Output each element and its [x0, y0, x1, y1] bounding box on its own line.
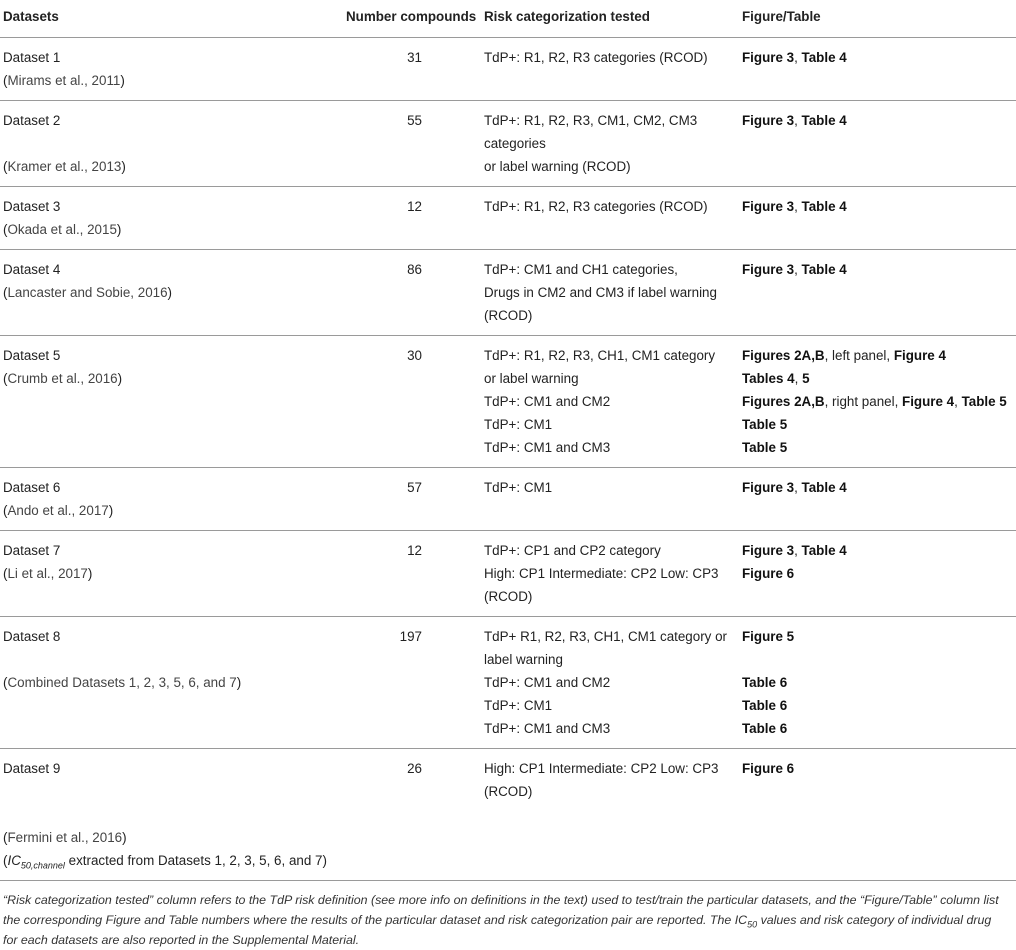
compound-count: 31 [407, 49, 422, 65]
cell-number-compounds [346, 335, 484, 467]
dataset-reference: (Lancaster and Sobie, 2016) [3, 284, 173, 300]
cell-number-compounds [346, 249, 484, 335]
figure-table-link[interactable]: Figure 4 [893, 347, 946, 363]
figure-table-line [742, 390, 1016, 413]
figure-table-link[interactable]: Table 4 [801, 198, 847, 214]
cell-risk-categorization [484, 249, 742, 335]
figure-table-line [742, 413, 1016, 436]
dataset-reference: (Kramer et al., 2013) [3, 158, 126, 174]
figure-table-line [742, 258, 1016, 281]
cell-dataset [0, 335, 346, 467]
compound-count: 55 [407, 112, 422, 128]
figure-table-link[interactable]: Figures 2A,B [742, 393, 825, 409]
cell-number-compounds [346, 530, 484, 616]
figure-table-link[interactable]: Figure 4 [902, 393, 955, 409]
figure-table-text: , [794, 198, 802, 214]
compound-count: 197 [399, 628, 422, 644]
figure-table-link[interactable]: Figure 3 [742, 479, 795, 495]
cell-dataset [0, 186, 346, 249]
risk-line: Drugs in CM2 and CM3 if label warning [484, 284, 717, 300]
figure-table-link[interactable]: Figure 3 [742, 49, 795, 65]
cell-risk-categorization [484, 467, 742, 530]
figure-table-text: , [794, 112, 802, 128]
cell-dataset [0, 748, 346, 880]
cell-risk-categorization [484, 530, 742, 616]
dataset-reference: (Okada et al., 2015) [3, 221, 122, 237]
cell-dataset [0, 530, 346, 616]
cell-figure-table [742, 100, 1016, 186]
figure-table-line [742, 476, 1016, 499]
compound-count: 12 [407, 542, 422, 558]
cell-number-compounds [346, 37, 484, 100]
table-row [0, 186, 1016, 249]
figure-table-link[interactable]: Figure 3 [742, 112, 795, 128]
dataset-name: Dataset 5 [3, 347, 61, 363]
compound-count: 57 [407, 479, 422, 495]
cell-figure-table [742, 748, 1016, 880]
figure-table-link[interactable]: Figures 2A,B [742, 347, 825, 363]
cell-dataset [0, 37, 346, 100]
figure-table-line [742, 717, 1016, 740]
footnote-part1: “Risk categorization tested” column refers to the TdP risk definition (see more info on definitions in the text) used to test/train the particular datasets, and the “Figure/Table” column list the corresponding Figure and Table numbers where the results of the particular dataset and risk categorization pair are reported. The [3, 892, 999, 927]
header-risk-categorization: Risk categorization tested [484, 9, 650, 24]
figure-table-link[interactable]: Figure 3 [742, 198, 795, 214]
cell-figure-table [742, 249, 1016, 335]
risk-line: TdP+: R1, R2, R3 categories (RCOD) [484, 49, 708, 65]
table-row [0, 748, 1016, 880]
risk-line: TdP+: CM1 [484, 416, 553, 432]
figure-table-line [742, 625, 1016, 648]
risk-line: or label warning (RCOD) [484, 158, 631, 174]
cell-figure-table [742, 530, 1016, 616]
risk-line: TdP+: CM1 and CM2 [484, 674, 611, 690]
risk-line: TdP+: CP1 and CP2 category [484, 542, 661, 558]
cell-figure-table [742, 186, 1016, 249]
cell-risk-categorization [484, 748, 742, 880]
figure-table-link[interactable]: Figure 5 [742, 628, 795, 644]
cell-number-compounds [346, 186, 484, 249]
header-figure-table: Figure/Table [742, 9, 821, 24]
figure-table-text: , [794, 370, 803, 386]
table-footnote [0, 881, 1012, 950]
compound-count: 12 [407, 198, 422, 214]
table-row [0, 37, 1016, 100]
risk-line: TdP+: R1, R2, R3, CH1, CM1 category [484, 347, 716, 363]
dataset-reference: (Combined Datasets 1, 2, 3, 5, 6, and 7) [3, 674, 242, 690]
figure-table-line [742, 109, 1016, 132]
figure-table-line [742, 436, 1016, 459]
risk-line: TdP+: R1, R2, R3, CM1, CM2, CM3 [484, 112, 698, 128]
table-row [0, 335, 1016, 467]
table-row [0, 467, 1016, 530]
cell-figure-table [742, 37, 1016, 100]
figure-table-link[interactable]: Tables 4 [742, 370, 795, 386]
table-row [0, 100, 1016, 186]
dataset-name: Dataset 7 [3, 542, 61, 558]
figure-table-link[interactable]: Table 5 [742, 439, 788, 455]
cell-dataset [0, 616, 346, 748]
figure-table-link[interactable]: Table 4 [801, 479, 847, 495]
figure-table-link[interactable]: Figure 6 [742, 565, 795, 581]
figure-table-text: , right panel, [824, 393, 903, 409]
dataset-reference: (Li et al., 2017) [3, 565, 93, 581]
dataset-name: Dataset 1 [3, 49, 61, 65]
dataset-name: Dataset 8 [3, 628, 61, 644]
dataset-name: Dataset 4 [3, 261, 61, 277]
footnote-ic: IC [734, 912, 748, 927]
risk-line: High: CP1 Intermediate: CP2 Low: CP3 [484, 565, 719, 581]
cell-risk-categorization [484, 37, 742, 100]
cell-dataset [0, 100, 346, 186]
cell-figure-table [742, 467, 1016, 530]
figure-table-text: , [794, 479, 802, 495]
risk-line: or label warning [484, 370, 579, 386]
figure-table-link[interactable]: Figure 3 [742, 261, 795, 277]
risk-line: (RCOD) [484, 783, 533, 799]
figure-table-line [742, 562, 1016, 585]
dataset-reference: (Fermini et al., 2016) [3, 829, 127, 845]
figure-table-line [742, 367, 1016, 390]
risk-line: TdP+: CM1 [484, 697, 553, 713]
footnote-ic-sub: 50 [747, 918, 758, 929]
risk-line: TdP+: CM1 and CM3 [484, 720, 611, 736]
dataset-name: Dataset 3 [3, 198, 61, 214]
dataset-name: Dataset 2 [3, 112, 61, 128]
figure-table-link[interactable]: 5 [802, 370, 810, 386]
compound-count: 86 [407, 261, 422, 277]
risk-line: TdP+: CM1 and CH1 categories, [484, 261, 678, 277]
figure-table-link[interactable]: Table 5 [961, 393, 1007, 409]
cell-risk-categorization [484, 616, 742, 748]
figure-table-line [742, 344, 1016, 367]
figure-table-line [742, 195, 1016, 218]
figure-table-link[interactable]: Table 4 [801, 261, 847, 277]
figure-table-line [742, 539, 1016, 562]
risk-line: (RCOD) [484, 588, 533, 604]
dataset-reference-note: ($IC_{50,channel}$ extracted from Datasets 1, 2, 3, 5, 6, and 7) [3, 852, 327, 871]
cell-risk-categorization [484, 335, 742, 467]
compound-count: 26 [407, 760, 422, 776]
figure-table-text: , [794, 49, 802, 65]
header-number-compounds: Number compounds [346, 9, 477, 24]
figure-table-link[interactable]: Table 4 [801, 112, 847, 128]
compound-count: 30 [407, 347, 422, 363]
cell-risk-categorization [484, 100, 742, 186]
risk-line: TdP+: CM1 and CM3 [484, 439, 611, 455]
cell-dataset [0, 249, 346, 335]
figure-table-line [742, 46, 1016, 69]
header-row [0, 0, 1016, 37]
cell-figure-table [742, 616, 1016, 748]
risk-line: High: CP1 Intermediate: CP2 Low: CP3 [484, 760, 719, 776]
header-datasets: Datasets [3, 9, 59, 24]
figure-table-link[interactable]: Table 4 [801, 49, 847, 65]
table-row [0, 249, 1016, 335]
figure-table-link[interactable]: Table 5 [742, 416, 788, 432]
cell-dataset [0, 467, 346, 530]
figure-table-link[interactable]: Table 6 [742, 697, 788, 713]
dataset-reference: (Crumb et al., 2016) [3, 370, 123, 386]
risk-line: (RCOD) [484, 307, 533, 323]
risk-line: TdP+ R1, R2, R3, CH1, CM1 category or [484, 628, 727, 644]
figure-table-line [742, 648, 1016, 671]
cell-number-compounds [346, 748, 484, 880]
figure-table-link[interactable]: Figure 3 [742, 542, 795, 558]
dataset-name: Dataset 9 [3, 760, 61, 776]
table-body [0, 37, 1016, 880]
figure-table-link[interactable]: Figure 6 [742, 760, 795, 776]
figure-table-line [742, 671, 1016, 694]
footnote-part2: values and risk category of individual drug for each datasets are also reported in the Supplemental Material. [3, 912, 992, 947]
table-row [0, 530, 1016, 616]
figure-table-link[interactable]: Table 6 [742, 674, 788, 690]
table-row [0, 616, 1016, 748]
cell-number-compounds [346, 467, 484, 530]
dataset-reference: (Ando et al., 2017) [3, 502, 114, 518]
figure-table-link[interactable]: Table 6 [742, 720, 788, 736]
figure-table-line [742, 757, 1016, 780]
dataset-name: Dataset 6 [3, 479, 61, 495]
risk-line: categories [484, 135, 546, 151]
cell-number-compounds [346, 616, 484, 748]
figure-table-line [742, 694, 1016, 717]
figure-table-text: , left panel, [824, 347, 894, 363]
figure-table-text: , [794, 261, 802, 277]
cell-number-compounds [346, 100, 484, 186]
dataset-reference: (Mirams et al., 2011) [3, 72, 125, 88]
cell-risk-categorization [484, 186, 742, 249]
risk-line: TdP+: CM1 and CM2 [484, 393, 611, 409]
risk-line: label warning [484, 651, 563, 667]
risk-line: TdP+: R1, R2, R3 categories (RCOD) [484, 198, 708, 214]
figure-table-text: , [794, 542, 802, 558]
figure-table-link[interactable]: Table 4 [801, 542, 847, 558]
figure-table-text: , [954, 393, 962, 409]
risk-line: TdP+: CM1 [484, 479, 553, 495]
cell-figure-table [742, 335, 1016, 467]
